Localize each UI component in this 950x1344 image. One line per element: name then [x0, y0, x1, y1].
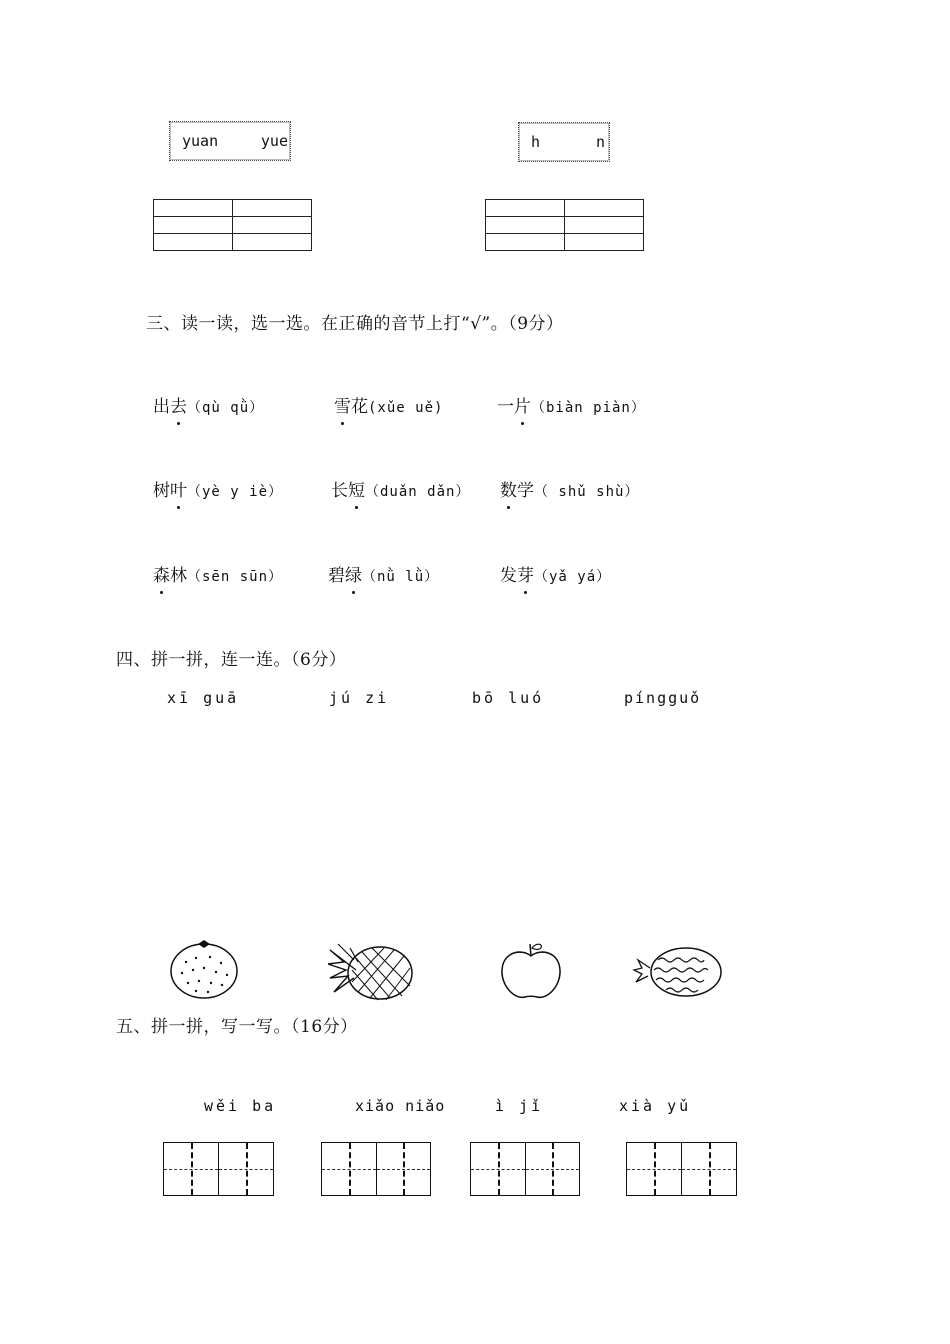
writing-grid-2 — [485, 199, 644, 251]
pinyin-boluo: bō luó — [472, 689, 545, 707]
pineapple-icon — [328, 940, 416, 1002]
tianzige-cell[interactable] — [682, 1143, 736, 1195]
pinyin-box-2-left: h — [531, 133, 541, 151]
word-item: 发芽（yǎ yá） — [500, 561, 611, 586]
pinyin-box-2-right: n — [595, 133, 605, 151]
tianzige-cell[interactable] — [322, 1143, 377, 1195]
apple-icon — [497, 940, 565, 1002]
word-item: 碧绿（nǜ lǜ） — [328, 561, 439, 586]
word-item: 雪花(xǔe uě) — [334, 392, 443, 417]
pinyin-box-2 — [518, 122, 610, 162]
section4-heading: 四、拼一拼，连一连。（6分） — [116, 650, 347, 670]
tianzige-3[interactable] — [470, 1142, 580, 1196]
tianzige-1[interactable] — [163, 1142, 274, 1196]
pinyin-xiayu: xià yǔ — [619, 1097, 692, 1115]
tianzige-cell[interactable] — [219, 1143, 273, 1195]
watermelon-icon — [632, 944, 724, 1000]
tianzige-cell[interactable] — [377, 1143, 431, 1195]
word-item: 一片（biàn piàn） — [497, 392, 646, 417]
section5-heading: 五、拼一拼，写一写。（16分） — [116, 1017, 358, 1037]
orange-icon — [166, 938, 242, 1000]
tianzige-cell[interactable] — [164, 1143, 219, 1195]
word-item: 长短（duǎn dǎn） — [331, 476, 470, 501]
word-item: 森林（sēn sūn） — [153, 561, 283, 586]
pinyin-xigua: xī guā — [167, 689, 240, 707]
pinyin-box-1-right: yue — [260, 132, 288, 150]
pinyin-ziji: ì jǐ — [495, 1097, 544, 1115]
pinyin-weiba: wěi ba — [204, 1097, 277, 1115]
section3-heading: 三、读一读，选一选。在正确的音节上打“√”。（9分） — [146, 314, 564, 334]
tianzige-cell[interactable] — [471, 1143, 526, 1195]
word-item: 出去（qù qǜ） — [153, 392, 264, 417]
word-item: 数学（ shǔ shù） — [500, 476, 639, 501]
word-item: 树叶（yè y iè） — [153, 476, 283, 501]
pinyin-juzi: jú zi — [329, 689, 390, 707]
tianzige-cell[interactable] — [526, 1143, 580, 1195]
pinyin-box-1-left: yuan — [182, 132, 219, 150]
tianzige-4[interactable] — [626, 1142, 737, 1196]
pinyin-box-1 — [169, 121, 291, 161]
tianzige-2[interactable] — [321, 1142, 431, 1196]
tianzige-cell[interactable] — [627, 1143, 682, 1195]
pinyin-pingguo: píngguǒ — [624, 689, 702, 707]
writing-grid-1 — [153, 199, 312, 251]
pinyin-xiaoniao: xiǎo niǎo — [355, 1097, 446, 1115]
